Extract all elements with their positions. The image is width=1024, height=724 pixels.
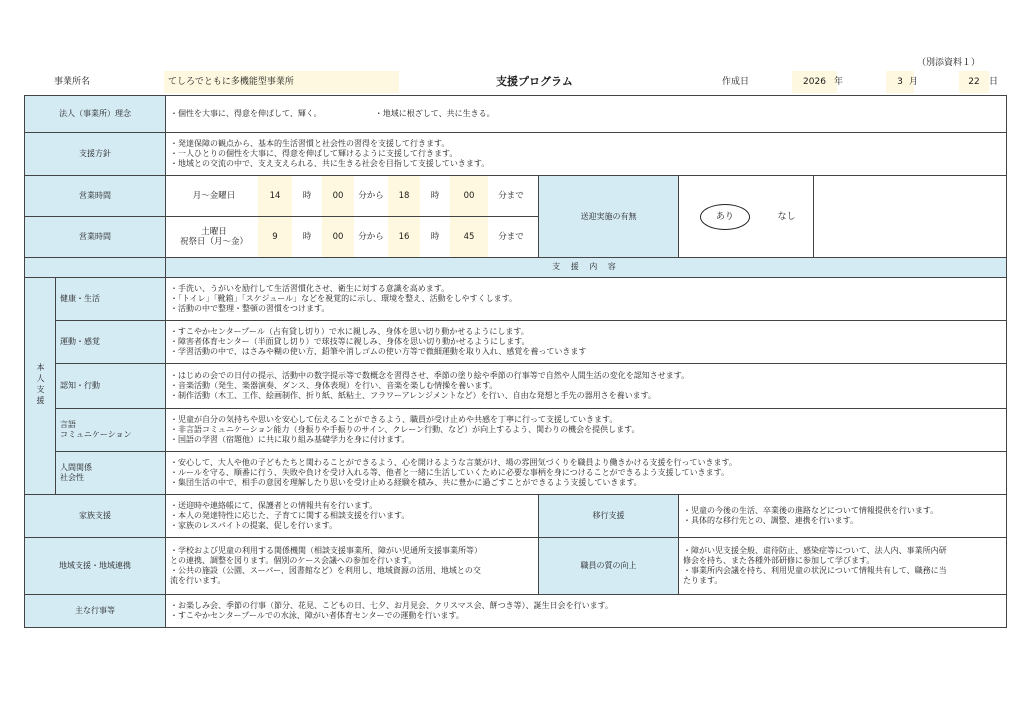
support-row-label (56, 408, 166, 451)
support-line: ・学習活動の中で、はさみや糊の使い方、鉛筆や消しゴムの使い方等で微細運動を取り入れ、感覚を養っていきます (170, 347, 587, 357)
year-unit: 年 (834, 77, 844, 87)
weekday-hours (166, 176, 539, 216)
support-row-label: 認知・行動 (56, 364, 166, 408)
weekday-end-hour[interactable]: 18 (388, 176, 420, 215)
transition-support-content (679, 495, 1007, 538)
family-support-label: 家族支援 (25, 495, 166, 538)
community-line: ・公共の施設（公園、スーパー、図書館など）を利用し、地域資源の活用、地域との交 (170, 566, 481, 576)
staff-line: たります。 (683, 576, 723, 586)
support-row-label-line: 社会性 (60, 473, 84, 483)
support-row-label-line: 人間関係 (60, 463, 92, 473)
support-content-header: 支 援 内 容 (166, 257, 1007, 277)
community-support-label: 地域支援・地域連携 (25, 538, 166, 594)
hours-label: 営業時間 (25, 176, 166, 216)
weekend-start-minute[interactable]: 00 (322, 217, 354, 257)
transition-support-label: 移行支援 (539, 495, 679, 538)
weekend-days (170, 217, 258, 257)
transport-no-option[interactable]: なし (777, 211, 796, 222)
policy-content (166, 133, 1007, 176)
transport-options (679, 176, 1007, 257)
support-line: ・障害者体育センター（半面貸し切り）で球技等に親しみ、身体を思い切り動かせるようにします。 (170, 337, 530, 347)
support-line: ・はじめの会での日付の提示、活動中の数字提示等で数概念を習得させ、季節の塗り絵や季節の行事等で自然や人間生活の変化を認知させます。 (170, 371, 690, 381)
policy-line: ・発達保障の観点から、基本的生活習慣と社会性の習得を支援して行きます。 (170, 139, 450, 149)
family-line: ・家族のレスパイトの提案、促しを行います。 (170, 521, 338, 531)
weekend-hours (166, 216, 539, 257)
weekend-end-minute[interactable]: 45 (450, 217, 488, 257)
transport-blank (813, 176, 1002, 256)
transition-line: ・児童の今後の生活、卒業後の進路などについて情報提供を行います。 (683, 506, 939, 516)
support-line: ・「トイレ」「靴箱」「スケジュール」などを視覚的に示し、環境を整え、活動をしやすくします。 (170, 294, 517, 304)
support-line: ・活動の中で整理・整頓の習慣をつけます。 (170, 304, 330, 314)
support-line: ・集団生活の中で、相手の意図を理解したり思いを受け止める経験を積み、共に豊かに過ごすことができるよう支援していきます。 (170, 478, 642, 488)
personal-support-text: 本人支援 (36, 362, 45, 407)
weekend-days-line: 祝祭日（月～金） (179, 236, 248, 247)
year-field[interactable]: 2026 (792, 71, 837, 93)
policy-line: ・一人ひとりの個性を大事に、得意を伸ばして輝けるように支援して行きます。 (170, 149, 458, 159)
support-line: ・手洗い、うがいを励行して生活習慣化させ、衛生に対する意識を高めます。 (170, 284, 450, 294)
support-line: ・非言語コミュニケーション能力（身振りや手振りのサイン、クレーン行動、など）が向上するよう、関わりの機会を提供します。 (170, 424, 640, 434)
policy-label: 支援方針 (25, 133, 166, 176)
support-row-content (166, 277, 1007, 320)
personal-support-label (25, 277, 56, 494)
header-row (24, 71, 1006, 93)
month-unit: 月 (909, 77, 919, 87)
support-row-content (166, 364, 1007, 408)
support-line: ・国語の学習（宿題他）に共に取り組み基礎学力を身に付けます。 (170, 434, 410, 444)
support-line: ・安心して、大人や他の子どもたちと関わることができるよう、心を開けるような言葉がけ、場の雰囲気づくりを職員より働きかける支援を行っていきます。 (170, 458, 737, 468)
support-row-label: 運動・感覚 (56, 321, 166, 364)
support-line: ・制作活動（木工、工作、絵画制作、折り紙、紙粘土、フラワーアレンジメントなど）を行い、自由な発想と手先の器用さを養います。 (170, 391, 656, 401)
events-content (166, 594, 1007, 627)
weekend-start-hour[interactable]: 9 (258, 217, 292, 257)
created-date-label: 作成日 (722, 77, 750, 87)
support-row-label (56, 451, 166, 494)
community-line: ・学校および児童の利用する関係機関（相談支援事業所、障がい児通所支援事業所等） (170, 546, 482, 556)
day-field[interactable]: 22 (959, 71, 989, 93)
staff-line: ・事業所内会議を持ち、利用児童の状況について情報共有して、職務に当 (683, 566, 947, 576)
philosophy-content (166, 96, 1007, 133)
support-row-content (166, 451, 1007, 494)
community-line: 流を行います。 (170, 576, 226, 586)
family-line: ・送迎時や連絡帳にて、保護者との情報共有を行います。 (170, 501, 378, 511)
month-field[interactable]: 3 (886, 71, 914, 93)
hour-unit: 時 (430, 231, 440, 242)
policy-line: ・地域との交流の中で、支え支えられる、共に生きる社会を目指して支援していきます。 (170, 159, 490, 169)
transport-label: 送迎実施の有無 (539, 176, 679, 257)
transition-line: ・具体的な移行先との、調整、連携を行います。 (683, 516, 859, 526)
office-name-field[interactable]: てしろでともに多機能型事業所 (164, 71, 399, 93)
events-label: 主な行事等 (25, 594, 166, 627)
events-line: ・お楽しみ会、季節の行事（節分、花見、こどもの日、七夕、お月見会、クリスマス会、餅つき等）、誕生日会を行います。 (170, 600, 614, 610)
transport-yes-option[interactable]: あり (700, 204, 750, 230)
day-unit: 日 (989, 77, 999, 87)
support-line: ・すこやかセンタープール（占有貸し切り）で水に親しみ、身体を思い切り動かせるようにします。 (170, 327, 529, 337)
weekend-days-line: 土曜日 (201, 226, 227, 237)
staff-quality-content (679, 538, 1007, 594)
weekend-end-hour[interactable]: 16 (388, 217, 420, 257)
hours-label: 営業時間 (25, 216, 166, 257)
weekday-start-minute[interactable]: 00 (322, 176, 354, 215)
support-row-label-line: 言語 (60, 419, 76, 429)
philosophy-item: ・地域に根ざして、共に生きる。 (374, 109, 495, 119)
community-support-content (166, 538, 539, 594)
page-title: 支援プログラム (496, 75, 573, 88)
until-label: 分まで (498, 231, 524, 242)
events-line: ・すこやかセンタープールでの水泳、障がい者体育センターでの運動を行います。 (170, 610, 464, 620)
hour-unit: 時 (302, 231, 312, 242)
from-label: 分から (358, 191, 384, 202)
staff-line: ・障がい児支援全般、虐待防止、感染症等について、法人内、事業所内研 (683, 546, 947, 556)
support-program-table (24, 95, 1007, 628)
until-label: 分まで (498, 191, 524, 202)
from-label: 分から (358, 231, 384, 242)
support-line: ・児童が自分の気持ちや思いを安心して伝えることができるよう、職員が受け止めや共感を丁寧に行って支援していきます。 (170, 414, 618, 424)
hour-unit: 時 (302, 191, 312, 202)
philosophy-label: 法人（事業所）理念 (25, 96, 166, 133)
family-support-content (166, 495, 539, 538)
staff-line: 修会を持ち、また各種外部研修に参加して学びます。 (683, 556, 875, 566)
community-line: との連携、調整を図ります。個別のケース会議への参加を行います。 (170, 556, 417, 566)
hour-unit: 時 (430, 191, 440, 202)
transport-choices (683, 176, 813, 256)
staff-quality-label: 職員の質の向上 (539, 538, 679, 594)
weekday-days: 月～金曜日 (192, 191, 236, 202)
office-name-label: 事業所名 (54, 77, 91, 87)
support-line: ・音楽活動（発生、楽器演奏、ダンス、身体表現）を行い、音楽を楽しむ情操を養います。 (170, 381, 498, 391)
support-row-label-line: コミュニケーション (60, 429, 132, 439)
weekday-start-hour[interactable]: 14 (258, 176, 292, 215)
section-spacer (25, 257, 166, 277)
philosophy-item: ・個性を大事に、得意を伸ばして、輝く。 (170, 109, 322, 119)
support-line: ・ルールを守る、順番に行う、失敗や負けを受け入れる等、他者と一緒に生活していくために必要な事柄を身につけることができるよう支援していきます。 (170, 468, 730, 478)
support-row-content (166, 321, 1007, 364)
weekday-end-minute[interactable]: 00 (450, 176, 488, 215)
family-line: ・本人の発達特性に応じた、子育てに関する相談支援を行います。 (170, 511, 410, 521)
support-row-content (166, 408, 1007, 451)
annex-label: （別添資料１） (916, 58, 980, 68)
support-row-label: 健康・生活 (56, 277, 166, 320)
